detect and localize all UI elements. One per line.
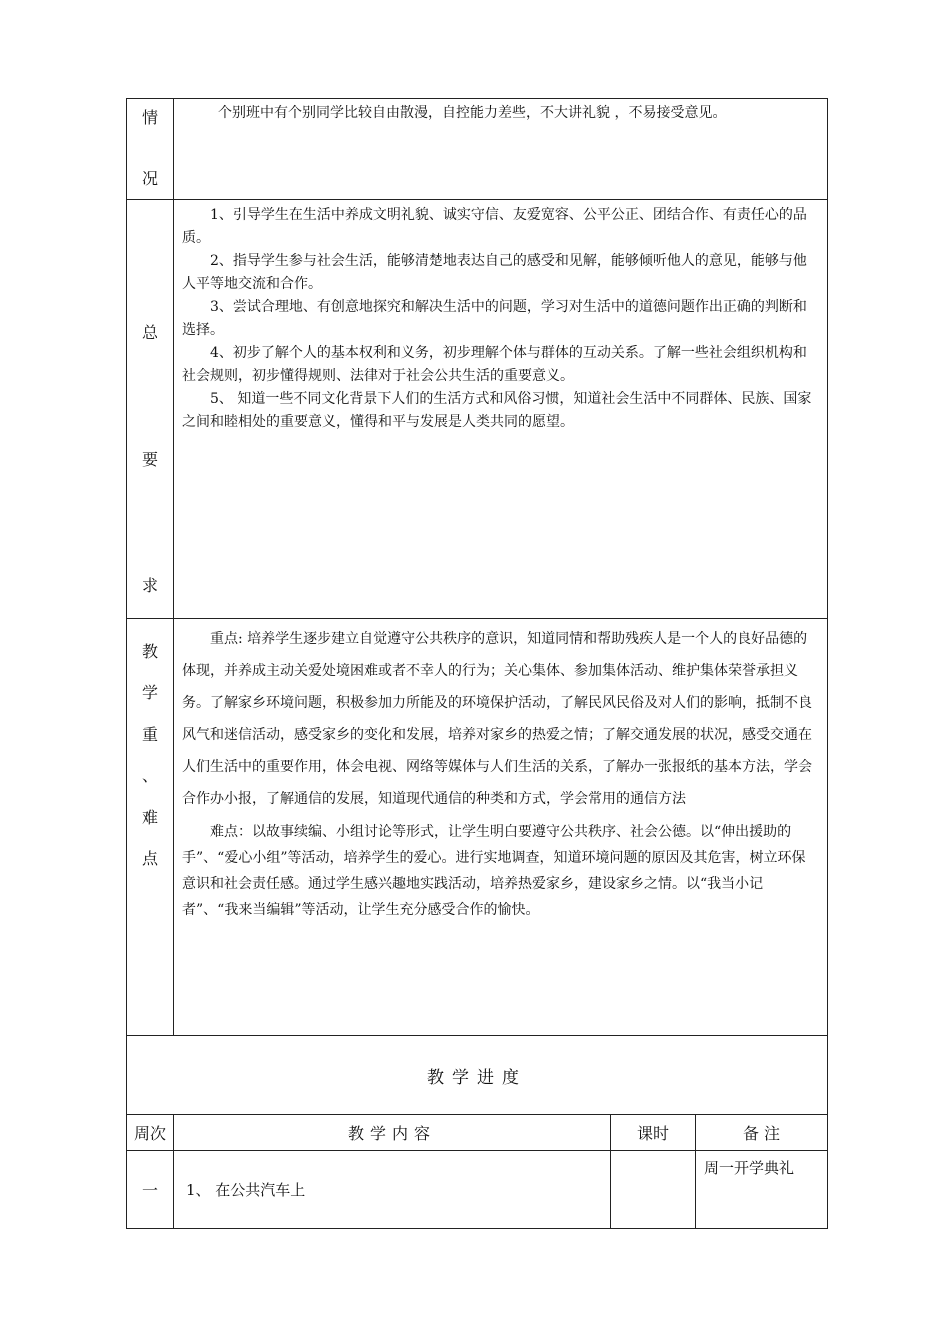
row-note: 周一开学典礼 [696,1151,828,1229]
key-points-label-char-5: 难 [141,807,158,827]
header-content: 教学内容 [174,1115,611,1151]
key-focus-text: 重点: 培养学生逐步建立自觉遵守公共秩序的意识，知道同情和帮助残疾人是一个人的良好品德的体现，并养成主动关爱处境困难或者不幸人的行为；关心集体、参加集体活动、维护集体荣誉承担义务。了解家乡环境问题，积极参加力所能及的环境保护活动，了解民风民俗及对人们的影响，抵制不良风气和迷信活动，感受家乡的变化和发展，培养对家乡的热爱之情；了解交通发展的状况，感受交通在人们生活中的重要作用，体会电视、网络等媒体与人们生活的关系，了解办一张报纸的基本方法，学会合作办小报，了解通信的发展，知道现代通信的种类和方式，学会常用的通信方法 [182,631,812,807]
header-hours: 课时 [611,1115,696,1151]
requirement-item-5: 5、 知道一些不同文化背景下人们的生活方式和风俗习惯，知道社会生活中不同群体、民族、国家之间和睦相处的重要意义，懂得和平与发展是人类共同的愿望。 [182,391,812,430]
key-points-label-char-4: 、 [141,766,158,786]
situation-content [174,99,828,200]
header-note: 备 注 [696,1115,828,1151]
row-week: 一 [127,1151,174,1229]
progress-title-row [127,1036,828,1115]
requirement-item-3: 3、尝试合理地、有创意地探究和解决生活中的问题，学习对生活中的道德问题作出正确的判断和选择。 [182,299,807,338]
progress-header-row [127,1115,828,1151]
situation-label [127,99,174,200]
situation-row [127,99,828,200]
requirement-item-2: 2、指导学生参与社会生活，能够清楚地表达自己的感受和见解，能够倾听他人的意见，能够与他人平等地交流和合作。 [182,253,807,292]
row-content: 1、 在公共汽车上 [174,1151,611,1229]
requirements-label-char-3: 求 [141,576,158,595]
key-points-label-char-2: 学 [141,683,158,703]
requirement-item-4: 4、初步了解个人的基本权利和义务，初步理解个体与群体的互动关系。了解一些社会组织机构和社会规则，初步懂得规则、法律对于社会公共生活的重要意义。 [182,345,807,384]
key-points-row [127,619,828,1036]
key-points-content [174,619,828,1036]
situation-label-char-2: 况 [141,169,158,188]
teaching-plan-table [126,98,828,1229]
requirements-label [127,200,174,619]
requirements-content [174,200,828,619]
key-points-label-char-1: 教 [141,642,158,661]
key-points-label-char-3: 重 [141,724,158,744]
key-points-label-char-6: 点 [141,848,158,868]
header-week: 周次 [127,1115,174,1151]
plan-table-wrapper [126,98,827,1229]
situation-label-char-1: 情 [141,108,158,127]
progress-title: 教学进度 [127,1036,828,1115]
row-hours [611,1151,696,1229]
requirements-row [127,200,828,619]
requirement-item-1: 1、引导学生在生活中养成文明礼貌、诚实守信、友爱宽容、公平公正、团结合作、有责任心的品质。 [182,207,807,246]
situation-text: 个别班中有个别同学比较自由散漫，自控能力差些，不大讲礼貌 ，不易接受意见。 [218,105,727,121]
progress-row-1 [127,1151,828,1229]
key-points-label [127,619,174,1036]
key-difficulty-text: 难点：以故事续编、小组讨论等形式，让学生明白要遵守公共秩序、社会公德。以“伸出援助的手”、“爱心小组”等活动，培养学生的爱心。进行实地调查，知道环境问题的原因及其危害，树立环保意识和社会责任感。通过学生感兴趣地实践活动，培养热爱家乡，建设家乡之情。以“我当小记者”、“我来当编辑”等活动，让学生充分感受合作的愉快。 [182,824,806,918]
requirements-label-char-2: 要 [141,449,158,469]
requirements-label-char-1: 总 [141,323,158,342]
